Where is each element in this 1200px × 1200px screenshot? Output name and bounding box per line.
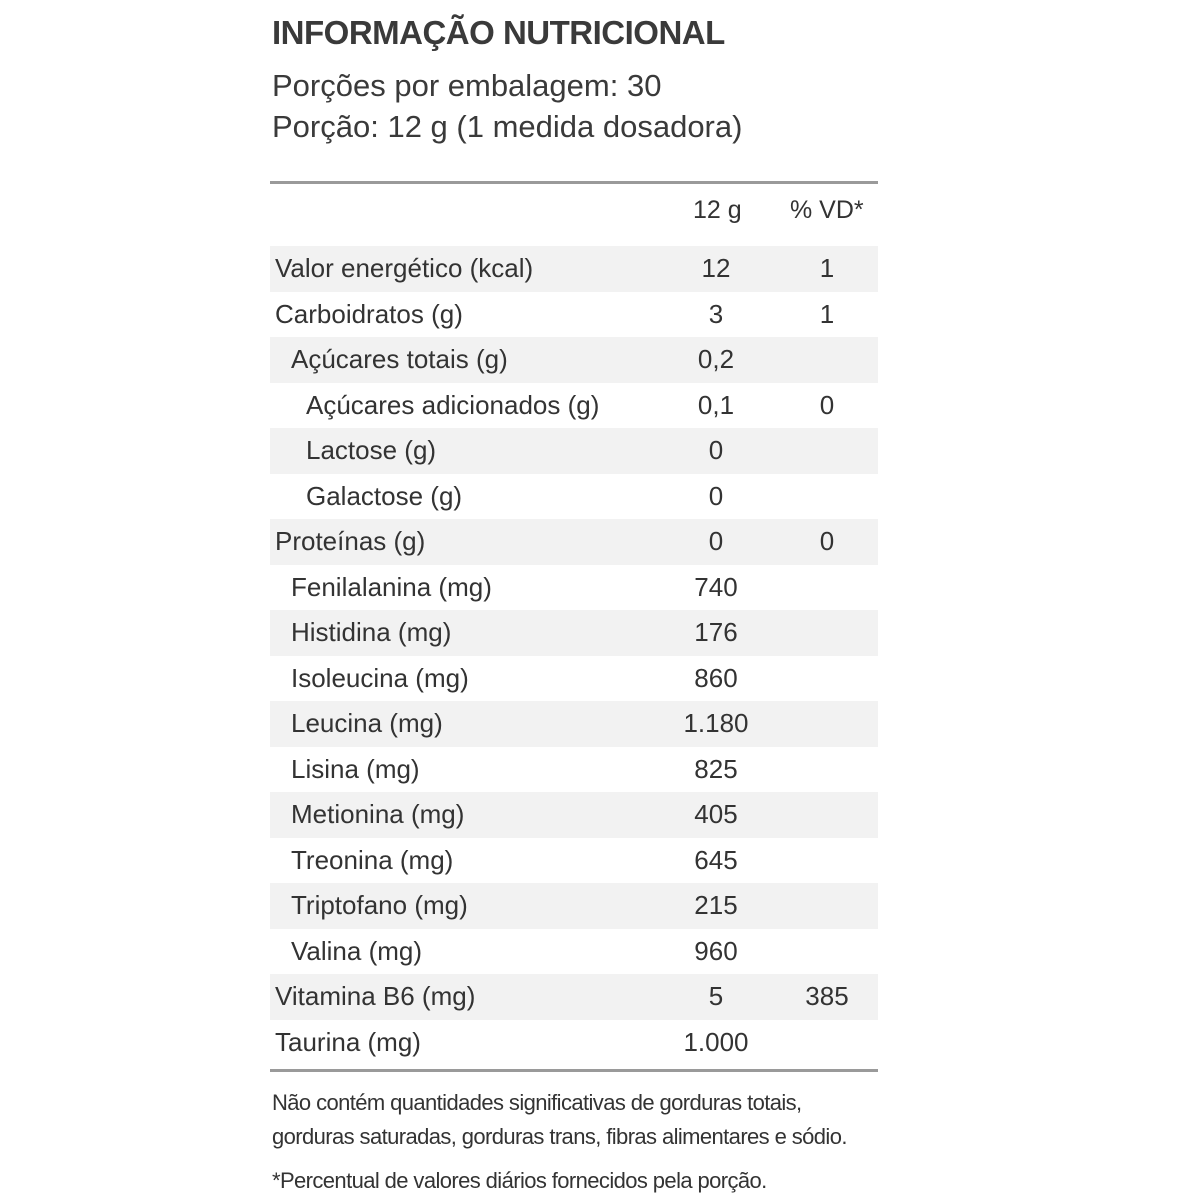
nutrient-amount: 1.180	[683, 708, 749, 738]
nutrient-daily-value: 1	[819, 298, 835, 329]
nutrient-amount: 0	[708, 480, 724, 511]
nutrient-amount: 3	[708, 298, 724, 329]
nutrient-name: Açúcares totais (g)	[291, 344, 508, 374]
table-row	[270, 383, 878, 429]
column-header-daily-value: % VD*	[790, 196, 864, 224]
serving-size: Porção: 12 g (1 medida dosadora)	[272, 109, 743, 144]
table-row	[270, 838, 878, 884]
nutrient-table	[270, 246, 878, 1065]
nutrient-amount: 405	[694, 799, 738, 829]
nutrient-amount: 960	[694, 935, 738, 966]
nutrient-amount: 215	[694, 890, 738, 920]
nutrient-name: Açúcares adicionados (g)	[306, 389, 600, 420]
nutrient-name: Vitamina B6 (mg)	[275, 981, 476, 1011]
column-header-amount: 12 g	[693, 196, 742, 224]
nutrient-amount: 0,2	[697, 344, 735, 374]
table-row	[270, 883, 878, 929]
nutrient-name: Leucina (mg)	[291, 708, 443, 738]
nutrient-name: Histidina (mg)	[291, 617, 452, 647]
table-row	[270, 565, 878, 611]
footnote-daily-value: *Percentual de valores diários fornecidos pela porção.	[272, 1168, 767, 1193]
nutrient-name: Proteínas (g)	[275, 526, 426, 556]
nutrient-name: Taurina (mg)	[275, 1026, 421, 1057]
table-row	[270, 792, 878, 838]
footnote-not-significant-line1: Não contém quantidades significativas de gorduras totais,	[272, 1090, 802, 1115]
servings-per-package: Porções por embalagem: 30	[272, 68, 662, 103]
nutrient-amount: 5	[708, 981, 724, 1011]
nutrient-amount: 860	[694, 662, 738, 693]
nutrient-amount: 176	[694, 617, 738, 647]
nutrient-amount: 0,1	[697, 389, 735, 420]
nutrient-amount: 0	[708, 435, 724, 465]
table-row	[270, 428, 878, 474]
nutrient-daily-value: 0	[819, 526, 835, 556]
nutrient-daily-value: 385	[805, 981, 849, 1011]
nutrient-amount: 825	[694, 753, 738, 784]
nutrient-name: Valina (mg)	[291, 935, 423, 966]
nutrient-amount: 1.000	[683, 1026, 749, 1057]
nutrient-amount: 12	[701, 253, 731, 283]
nutrient-name: Isoleucina (mg)	[291, 662, 469, 693]
nutrient-daily-value: 1	[819, 253, 835, 283]
table-row	[270, 519, 878, 565]
nutrient-name: Metionina (mg)	[291, 799, 465, 829]
nutrient-name: Lactose (g)	[306, 435, 437, 465]
table-row	[270, 656, 878, 702]
table-row	[270, 474, 878, 520]
nutrient-name: Galactose (g)	[306, 480, 463, 511]
bottom-divider	[270, 1069, 878, 1072]
nutrient-name: Treonina (mg)	[291, 844, 454, 875]
nutrient-name: Triptofano (mg)	[291, 890, 468, 920]
label-title: INFORMAÇÃO NUTRICIONAL	[272, 14, 725, 51]
nutrient-name: Fenilalanina (mg)	[291, 571, 492, 602]
footnote-not-significant-line2: gorduras saturadas, gorduras trans, fibras alimentares e sódio.	[272, 1124, 847, 1149]
table-row	[270, 929, 878, 975]
table-row	[270, 747, 878, 793]
table-row	[270, 1020, 878, 1066]
table-row	[270, 337, 878, 383]
nutrient-name: Valor energético (kcal)	[275, 253, 534, 283]
table-row	[270, 610, 878, 656]
nutrient-amount: 645	[694, 844, 738, 875]
table-row	[270, 701, 878, 747]
top-divider	[270, 181, 878, 184]
nutrient-name: Lisina (mg)	[291, 753, 420, 784]
nutrient-name: Carboidratos (g)	[275, 298, 463, 329]
nutrient-amount: 0	[708, 526, 724, 556]
nutrient-amount: 740	[694, 571, 738, 602]
nutrient-daily-value: 0	[819, 389, 835, 420]
table-row	[270, 974, 878, 1020]
table-row	[270, 292, 878, 338]
table-row	[270, 246, 878, 292]
